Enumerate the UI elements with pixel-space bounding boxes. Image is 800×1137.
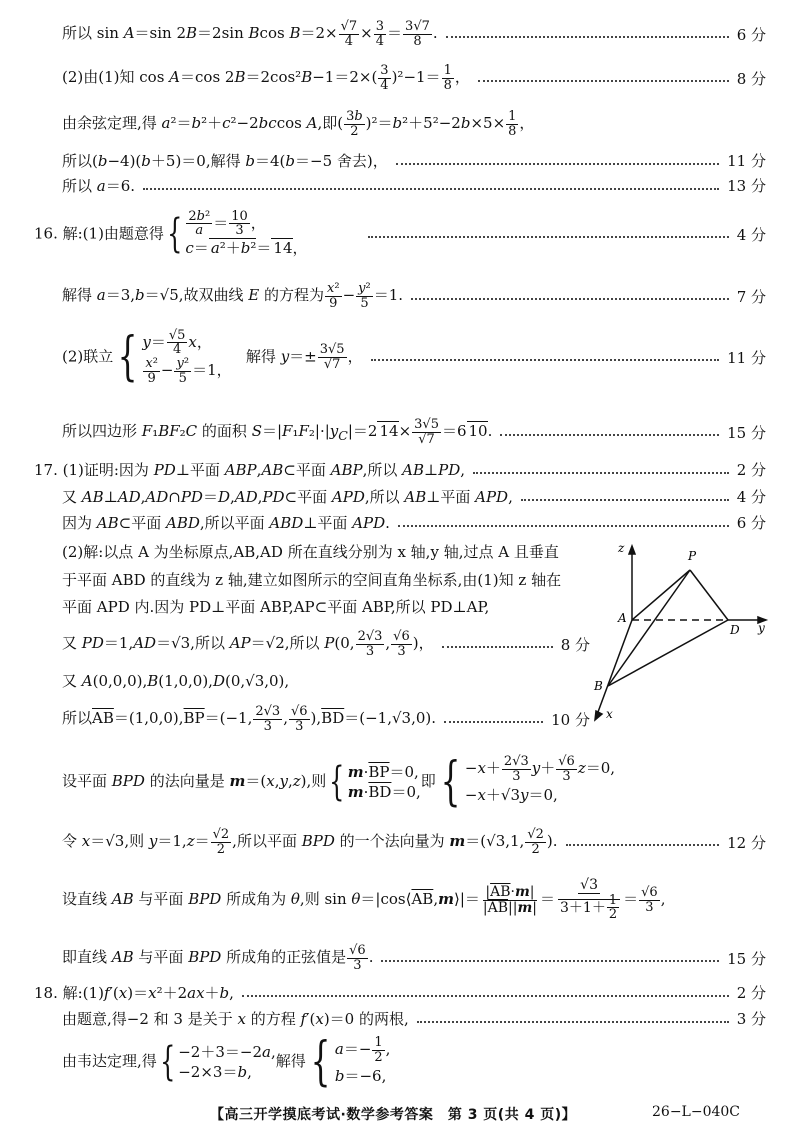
- score: 8 分: [560, 635, 590, 654]
- answer-line: 又 PD＝1,AD＝√3,所以 AP＝√2,所以 P(0, $\frac{2√3}{3}$ , $\frac{√6}{3}$ )， 8 分: [62, 629, 590, 659]
- answer-line: 由余弦定理,得 a²＝b²＋c²−2bccos A,即( $\frac{3b}{2}$ )²＝b²＋5²−2b×5× $\frac{1}{8}$ ，: [62, 109, 535, 139]
- answer-line: 解得 a＝3,b＝√5,故双曲线 E 的方程为 $\frac{\text{x²}}{9}$ − $\frac{\text{y²}}{5}$ ＝1. 7 分: [0, 282, 800, 310]
- answer-line: 设直线 AB 与平面 BPD 所成角为 θ,则 $\sin \theta=|\cos⟨\overline{AB},m⟩|=$ $\frac{|\overline{AB}\cdot m|}{|\overline{AB}||m|}$ ＝ √3 3＋1＋ $\frac{1}{2}$ ＝ $\frac{√6}{3}$ ,: [62, 877, 666, 923]
- coordinate-figure: [590, 530, 775, 730]
- score: 2 分: [736, 461, 766, 479]
- score: 12 分: [727, 833, 766, 852]
- score: 6 分: [736, 514, 766, 532]
- answer-line: 17. (1)证明:因为 PD⊥平面 ABP,AB⊂平面 ABP,所以 AB⊥PD, 2 分: [0, 459, 800, 480]
- x-axis: [598, 620, 632, 712]
- label-a: A: [618, 611, 627, 625]
- answer-line: 令 x＝√3,则 y＝1,z＝ $\frac{√2}{2}$ ,所以平面 BPD 的一个法向量为 m＝(√3,1, $\frac{√2}{2}$ ). 12 分: [0, 828, 800, 856]
- score: 3 分: [736, 1010, 766, 1028]
- label-p: P: [688, 549, 697, 563]
- score: 15 分: [727, 423, 766, 442]
- label-z: z: [618, 541, 625, 555]
- score: 7 分: [736, 287, 766, 306]
- edge-bd: [608, 620, 728, 686]
- footer-code: 26−L−040C: [652, 1104, 741, 1120]
- score: 8 分: [736, 69, 766, 88]
- answer-line: 16. 解:(1)由题意得{ $\frac{\text{2b²}}{a}$ ＝ $\frac{10}{3}$ ， c＝ a²＋b²＝ 14， 4 分: [0, 205, 800, 263]
- score: 4 分: [736, 225, 766, 244]
- edge-ap: [632, 570, 690, 620]
- score: 13 分: [727, 177, 766, 195]
- label-x: x: [606, 707, 613, 721]
- answer-line: 由题意,得−2 和 3 是关于 x 的方程 f′(x)＝0 的两根, 3 分: [0, 1008, 800, 1029]
- answer-line: (2)由(1)知 cos A＝cos 2B＝2cos²B−1＝2×( $\frac{3}{4}$ )²−1＝ $\frac{1}{8}$ ， 8 分: [0, 64, 800, 92]
- answer-line: 18. 解:(1)f′(x)＝x²＋2ax＋b, 2 分: [0, 982, 800, 1003]
- score: 6 分: [736, 25, 766, 44]
- score: 11 分: [727, 348, 766, 367]
- answer-line: 设平面 BPD 的法向量是 m＝(x,y,z),则{ $m\cdot\overline{BP}=0$, $m\cdot\overline{BD}=0$, 即{ −x＋ $\frac{2√3}{3}$ y＋ $\frac{√6}{3}$ z＝0, −x＋√3y＝0,: [62, 752, 616, 812]
- answer-line: 所以 sin A＝sin 2B＝2sin Bcos B＝2× $\frac{√7}{4}$ × $\frac{3}{4}$ ＝ $\frac{3√7}{8}$ . 6 分: [0, 20, 800, 48]
- answer-line: (2)解:以点 A 为坐标原点,AB,AD 所在直线分别为 x 轴,y 轴,过点 A 且垂直: [62, 543, 559, 561]
- edge-pd: [690, 570, 728, 620]
- score: 10 分: [551, 710, 590, 729]
- score: 11 分: [727, 152, 766, 170]
- answer-line: 因为 AB⊂平面 ABD,所以平面 ABD⊥平面 APD. 6 分: [0, 512, 800, 533]
- score: 15 分: [727, 949, 766, 968]
- answer-line: 又 A(0,0,0),B(1,0,0),D(0,√3,0),: [62, 672, 290, 690]
- label-b: B: [594, 679, 603, 693]
- edge-pb: [608, 570, 690, 686]
- label-y: y: [758, 621, 765, 635]
- footer-title: 【高三开学摸底考试·数学参考答案 第 3 页(共 4 页)】: [210, 1107, 577, 1123]
- answer-line: 所以 a＝6. 13 分: [0, 175, 800, 196]
- answer-line: 所以(b−4)(b＋5)＝0,解得 b＝4(b＝−5 舍去)， 11 分: [0, 150, 800, 171]
- answer-line: (2)联立{ y＝ $\frac{√5}{4}$ x， $\frac{\text{x²}}{9}$ − $\frac{\text{y²}}{5}$ ＝1， 解得 y＝± $\frac{3√5}{√7}$ ， 11 分: [0, 322, 800, 392]
- score: 2 分: [736, 984, 766, 1002]
- answer-line: 又 AB⊥AD,AD∩PD＝D,AD,PD⊂平面 APD,所以 AB⊥平面 APD, 4 分: [0, 486, 800, 507]
- answer-line: 所以$\overline{AB}=(1,0,0),\overline{BP}=(-1$, $\frac{2√3}{3}$ , $\frac{√6}{3}$ )$,\overline{BD}=(-1,√3,0)$. 10 分: [62, 704, 590, 734]
- answer-line: 由韦达定理,得{ −2＋3＝−2a, −2×3＝b, 解得{ a＝− $\frac{1}{2}$ , b＝−6,: [62, 1032, 391, 1092]
- label-d: D: [730, 623, 740, 637]
- answer-line: 于平面 ABD 的直线为 z 轴,建立如图所示的空间直角坐标系,由(1)知 z 轴在: [62, 571, 562, 589]
- answer-line: 即直线 AB 与平面 BPD 所成角的正弦值是 $\frac{√6}{3}$ . 15 分: [0, 944, 800, 972]
- answer-line: 所以四边形 F₁BF₂C 的面积 $S=|F_1F_2|\cdot|y_C|=2$ 14× $\frac{3√5}{√7}$ ＝6 10. 15 分: [0, 418, 800, 446]
- score: 4 分: [736, 488, 766, 506]
- answer-line: 平面 APD 内.因为 PD⊥平面 ABP,AP⊂平面 ABP,所以 PD⊥AP,: [62, 598, 490, 616]
